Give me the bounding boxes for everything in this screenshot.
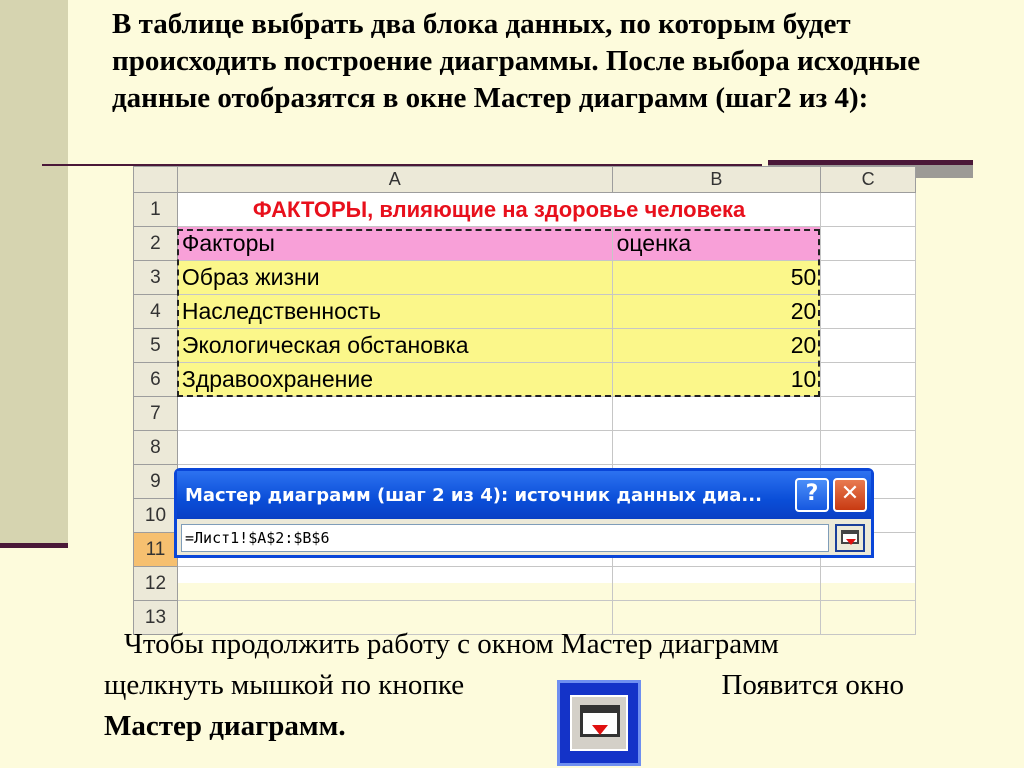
score-cell[interactable]: 20 [612, 295, 821, 329]
row-header[interactable]: 9 [134, 465, 178, 499]
dialog-title-bar[interactable] [177, 471, 871, 519]
chart-wizard-dialog [174, 468, 874, 558]
header-cell-factors[interactable]: Факторы [177, 227, 612, 261]
close-button[interactable]: ✕ [833, 478, 867, 512]
factor-cell[interactable]: Экологическая обстановка [177, 329, 612, 363]
table-row [134, 363, 916, 397]
row-header[interactable]: 1 [134, 193, 178, 227]
instruction-line [104, 665, 904, 706]
factor-cell[interactable]: Наследственность [177, 295, 612, 329]
instruction-part: щелкнуть мышкой по кнопке [104, 669, 465, 701]
dialog-body [177, 519, 871, 555]
row-header[interactable]: 13 [134, 601, 178, 635]
cell[interactable] [821, 363, 916, 397]
score-cell[interactable]: 20 [612, 329, 821, 363]
header-cell-score[interactable]: оценка [612, 227, 821, 261]
table-row [134, 261, 916, 295]
slide-side-bar [0, 0, 68, 548]
cell[interactable] [821, 227, 916, 261]
column-header-c[interactable]: C [821, 167, 916, 193]
instruction-line: Мастер диаграмм. [104, 710, 346, 742]
row-header-active[interactable]: 11 [134, 533, 178, 567]
data-range-input[interactable]: =Лист1!$A$2:$B$6 [181, 524, 829, 552]
sheet-row [134, 431, 916, 465]
cell[interactable] [821, 329, 916, 363]
cell[interactable] [821, 397, 916, 431]
row-header[interactable]: 10 [134, 499, 178, 533]
slide-side-rule [0, 543, 68, 548]
cell[interactable] [612, 431, 821, 465]
cell[interactable] [821, 193, 916, 227]
sheet-title-cell[interactable]: ФАКТОРЫ, влияющие на здоровье человека [177, 193, 820, 227]
expand-dialog-button[interactable] [835, 524, 865, 552]
help-button[interactable]: ? [795, 478, 829, 512]
slide-heading: В таблице выбрать два блока данных, по которым будет происходить построение диаграммы. После выбора исходные данные отобразятся в окне Мастер диаграмм (шаг2 из 4): [112, 8, 921, 114]
cell[interactable] [177, 431, 612, 465]
cell[interactable] [821, 431, 916, 465]
cell[interactable] [821, 295, 916, 329]
row-header[interactable]: 4 [134, 295, 178, 329]
row-header[interactable]: 7 [134, 397, 178, 431]
row-header[interactable]: 5 [134, 329, 178, 363]
dialog-title: Мастер диаграмм (шаг 2 из 4): источник данных диа... [185, 484, 762, 506]
sheet-row [134, 397, 916, 431]
instruction-part: Появится окно [721, 669, 904, 701]
instruction-line: Чтобы продолжить работу с окном Мастер диаграмм [124, 628, 779, 660]
cell[interactable] [177, 397, 612, 431]
column-header-b[interactable]: B [612, 167, 821, 193]
select-all-corner[interactable] [134, 167, 178, 193]
cell[interactable] [821, 567, 916, 601]
row-header[interactable]: 6 [134, 363, 178, 397]
instruction-text [104, 624, 904, 747]
score-cell[interactable]: 50 [612, 261, 821, 295]
cell[interactable] [177, 567, 612, 601]
sheet-row [134, 567, 916, 601]
row-header[interactable]: 2 [134, 227, 178, 261]
arrow-down-icon [846, 539, 856, 545]
row-header[interactable]: 3 [134, 261, 178, 295]
factor-cell[interactable]: Образ жизни [177, 261, 612, 295]
arrow-down-icon [592, 725, 608, 735]
column-header-a[interactable]: A [177, 167, 612, 193]
row-header[interactable]: 8 [134, 431, 178, 465]
table-row [134, 295, 916, 329]
sheet-row [134, 227, 916, 261]
cell[interactable] [612, 567, 821, 601]
factor-cell[interactable]: Здравоохранение [177, 363, 612, 397]
column-header-row [134, 167, 916, 193]
cell[interactable] [612, 397, 821, 431]
table-row [134, 329, 916, 363]
cell[interactable] [821, 261, 916, 295]
button-face [570, 695, 628, 751]
expand-dialog-button-illustration [557, 680, 641, 766]
score-cell[interactable]: 10 [612, 363, 821, 397]
row-header[interactable]: 12 [134, 567, 178, 601]
sheet-row [134, 193, 916, 227]
